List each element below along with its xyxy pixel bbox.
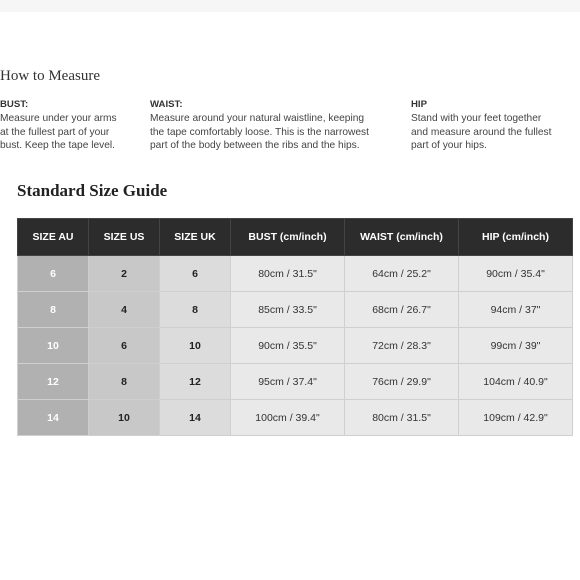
header-size-uk: SIZE UK — [160, 219, 231, 256]
size-guide-table — [17, 218, 573, 436]
cell-size-us: 4 — [89, 292, 160, 328]
waist-line: Measure around your natural waistline, keeping — [150, 112, 365, 124]
cell-size-au: 6 — [18, 256, 89, 292]
cell-waist: 68cm / 26.7" — [345, 292, 459, 328]
bust-label: BUST: — [0, 99, 29, 110]
cell-size-us: 8 — [89, 364, 160, 400]
table-row — [18, 256, 573, 292]
hip-label: HIP — [411, 99, 427, 110]
cell-waist: 72cm / 28.3" — [345, 328, 459, 364]
hip-line: and measure around the fullest — [411, 126, 552, 138]
cell-size-uk: 10 — [160, 328, 231, 364]
bust-instructions — [0, 98, 117, 153]
header-size-au: SIZE AU — [18, 219, 89, 256]
cell-hip: 99cm / 39" — [459, 328, 573, 364]
cell-size-uk: 8 — [160, 292, 231, 328]
cell-size-au: 12 — [18, 364, 89, 400]
cell-hip: 104cm / 40.9" — [459, 364, 573, 400]
cell-size-uk: 12 — [160, 364, 231, 400]
cell-bust: 90cm / 35.5" — [231, 328, 345, 364]
bust-line: Measure under your arms — [0, 112, 117, 124]
size-guide-title: Standard Size Guide — [17, 181, 168, 200]
cell-bust: 85cm / 33.5" — [231, 292, 345, 328]
waist-label: WAIST: — [150, 99, 183, 110]
waist-instructions — [150, 98, 369, 153]
cell-bust: 100cm / 39.4" — [231, 400, 345, 436]
cell-size-uk: 14 — [160, 400, 231, 436]
header-waist: WAIST (cm/inch) — [345, 219, 459, 256]
cell-size-uk: 6 — [160, 256, 231, 292]
bust-line: bust. Keep the tape level. — [0, 140, 115, 152]
top-band — [0, 0, 580, 12]
cell-waist: 76cm / 29.9" — [345, 364, 459, 400]
header-bust: BUST (cm/inch) — [231, 219, 345, 256]
bust-line: at the fullest part of your — [0, 126, 110, 138]
cell-hip: 109cm / 42.9" — [459, 400, 573, 436]
table-row — [18, 328, 573, 364]
cell-size-us: 10 — [89, 400, 160, 436]
cell-size-us: 6 — [89, 328, 160, 364]
cell-bust: 80cm / 31.5" — [231, 256, 345, 292]
header-size-us: SIZE US — [89, 219, 160, 256]
table-row — [18, 364, 573, 400]
cell-waist: 80cm / 31.5" — [345, 400, 459, 436]
hip-line: part of your hips. — [411, 140, 487, 152]
cell-waist: 64cm / 25.2" — [345, 256, 459, 292]
cell-hip: 90cm / 35.4" — [459, 256, 573, 292]
cell-size-us: 2 — [89, 256, 160, 292]
cell-size-au: 10 — [18, 328, 89, 364]
cell-bust: 95cm / 37.4" — [231, 364, 345, 400]
waist-line: part of the body between the ribs and the hips. — [150, 140, 360, 152]
waist-line: the tape comfortably loose. This is the narrowest — [150, 126, 369, 138]
table-header-row — [18, 219, 573, 256]
hip-instructions — [411, 98, 551, 153]
cell-size-au: 8 — [18, 292, 89, 328]
header-hip: HIP (cm/inch) — [459, 219, 573, 256]
cell-hip: 94cm / 37" — [459, 292, 573, 328]
cell-size-au: 14 — [18, 400, 89, 436]
table-row — [18, 292, 573, 328]
table-row — [18, 400, 573, 436]
hip-line: Stand with your feet together — [411, 112, 542, 124]
how-to-measure-title: How to Measure — [0, 68, 100, 84]
